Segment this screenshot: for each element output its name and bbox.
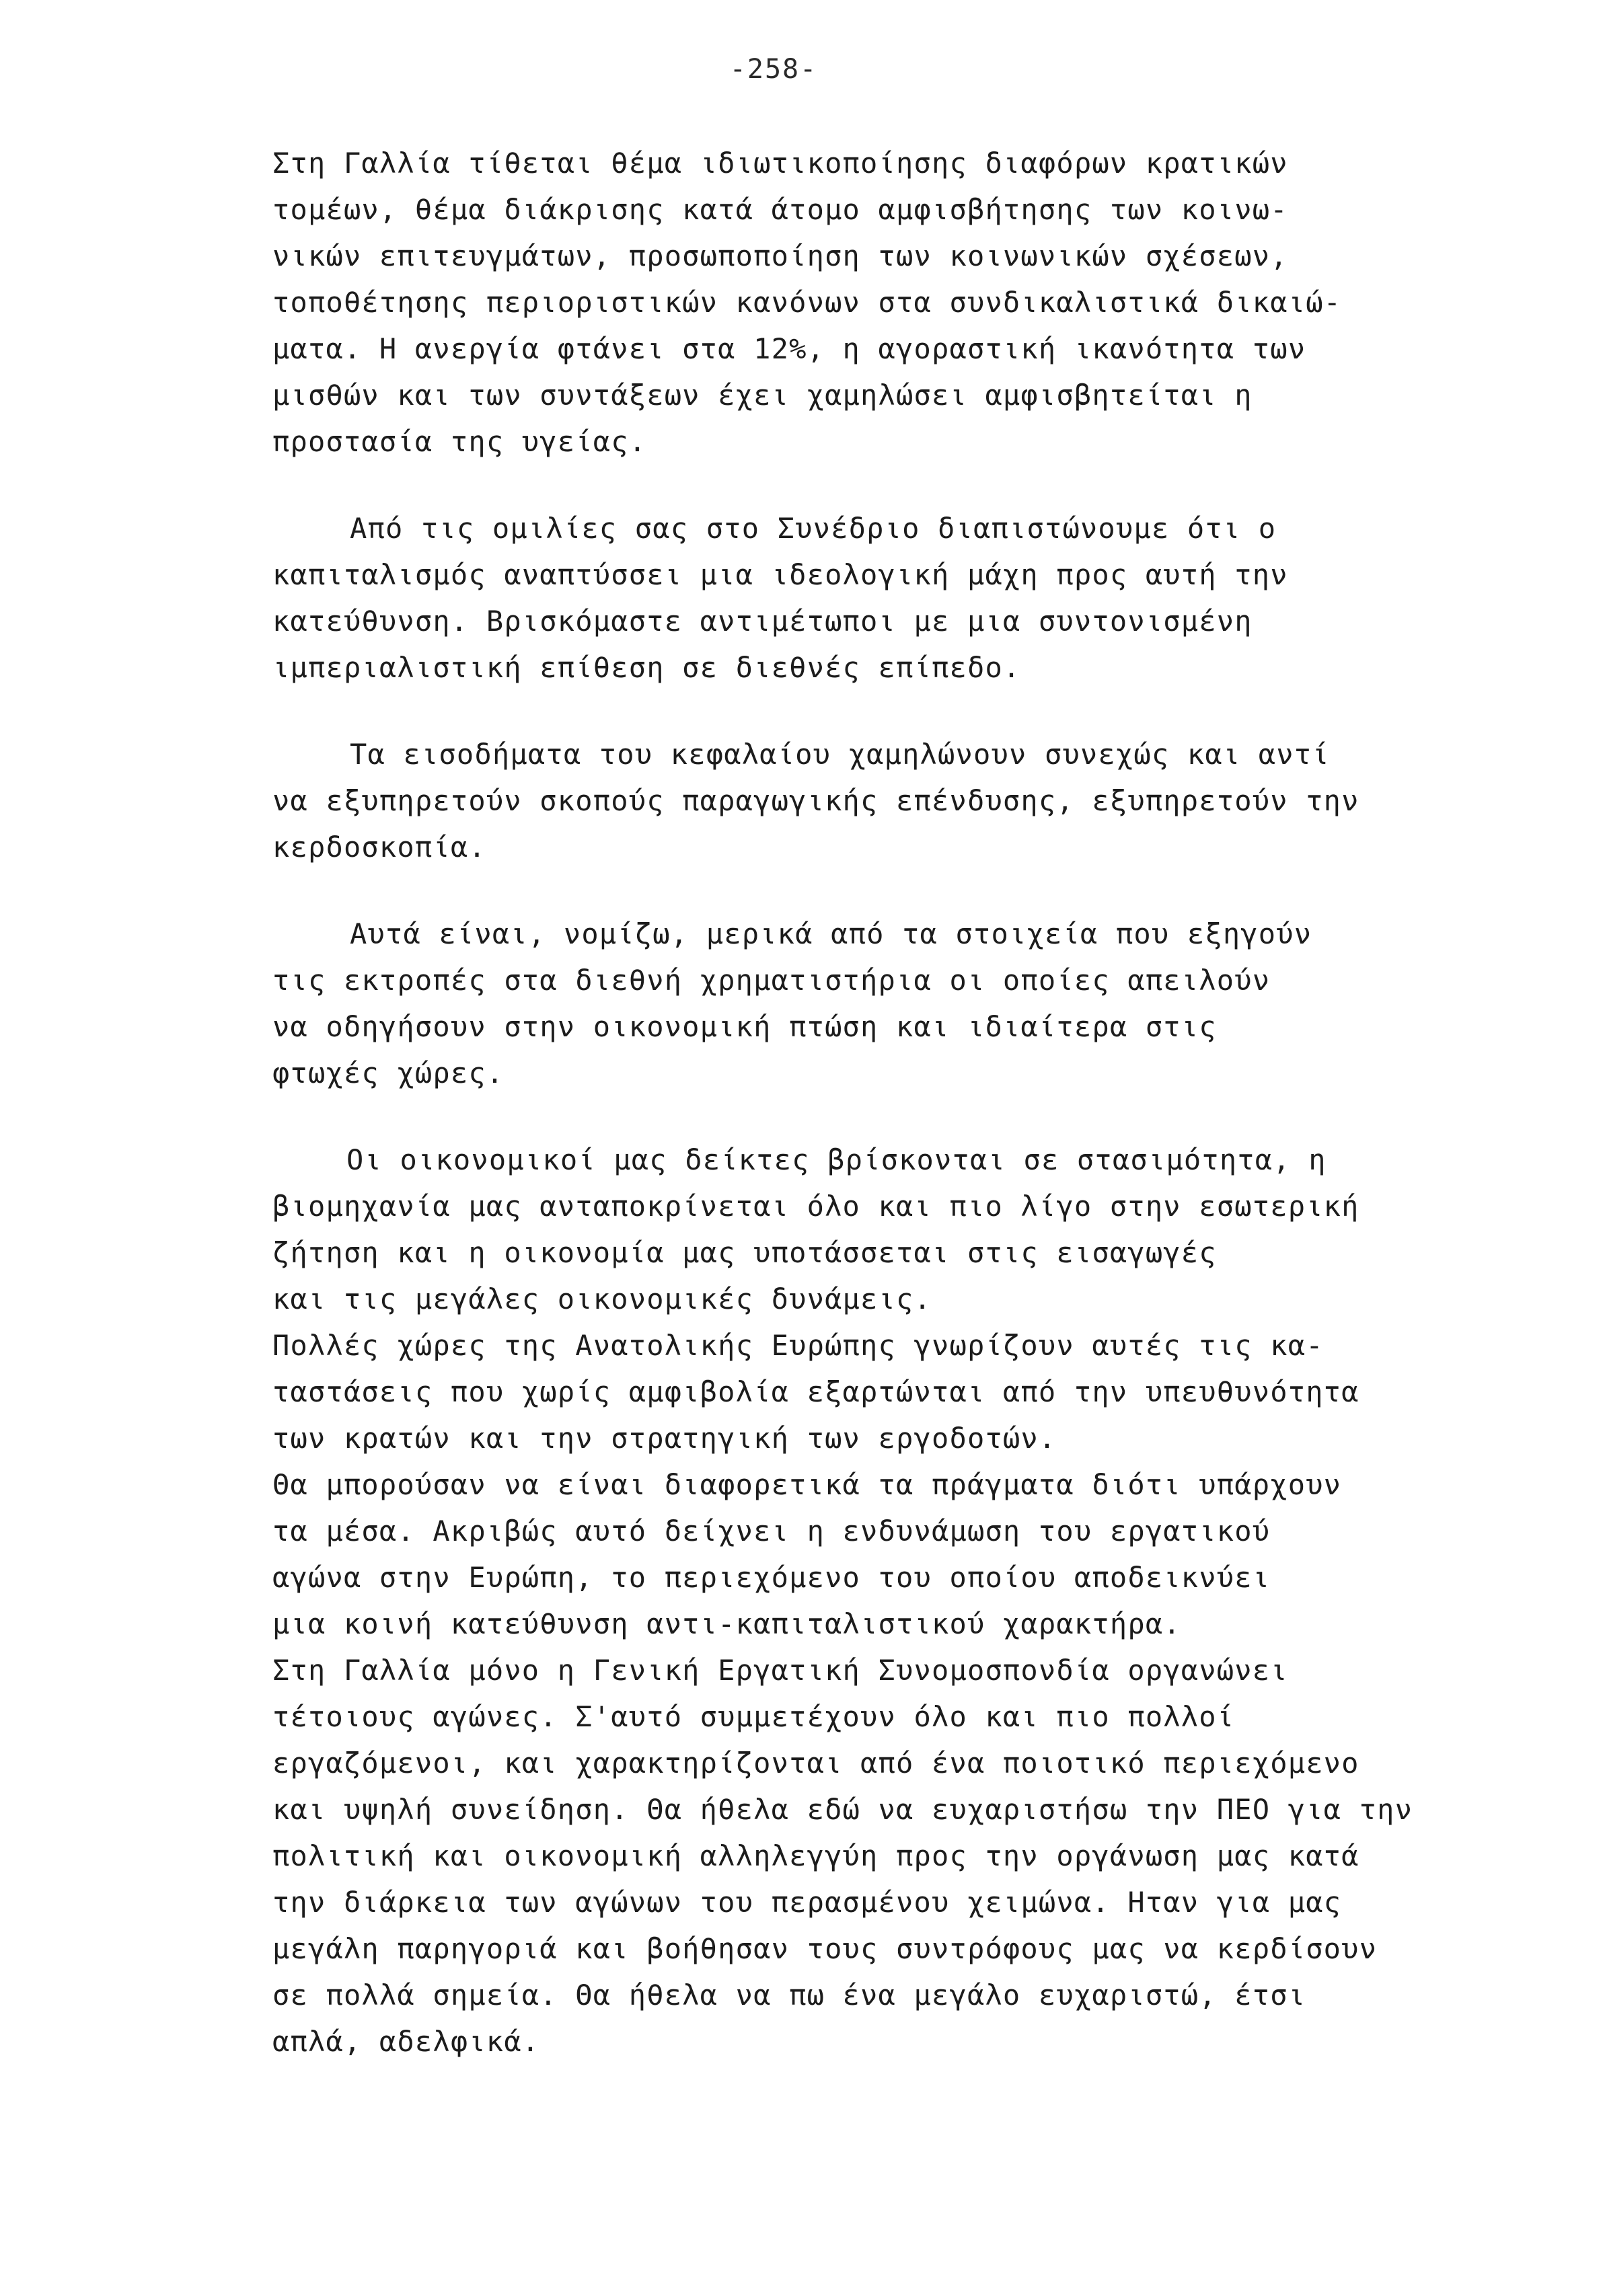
paragraph-3 (272, 731, 1551, 870)
text-line: και τις μεγάλες οικονομικές δυνάμεις. (272, 1283, 932, 1315)
text-line: ταστάσεις που χωρίς αμφιβολία εξαρτώνται από την υπευθυνότητα (272, 1375, 1359, 1408)
page-number: -258- (729, 54, 818, 85)
text-line: απλά, αδελφικά. (272, 2025, 540, 2058)
text-line: και υψηλή συνείδηση. Θα ήθελα εδώ να ευχαριστήσω την ΠΕΟ για την (272, 1793, 1413, 1826)
text-line: τοποθέτησης περιοριστικών κανόνων στα συνδικαλιστικά δικαιώ- (272, 286, 1342, 319)
paragraph-1 (272, 140, 1551, 465)
text-line: μισθών και των συντάξεων έχει χαμηλώσει αμφισβητείται η (272, 379, 1253, 412)
text-line: να εξυπηρετούν σκοπούς παραγωγικής επένδυσης, εξυπηρετούν την (272, 784, 1359, 817)
text-line: να οδηγήσουν στην οικονομική πτώση και ιδιαίτερα στις (272, 1010, 1217, 1043)
text-line: κατεύθυνση. Βρισκόμαστε αντιμέτωποι με μια συντονισμένη (272, 605, 1253, 638)
text-line: Στη Γαλλία μόνο η Γενική Εργατική Συνομοσπονδία οργανώνει (272, 1654, 1288, 1687)
text-line: εργαζόμενοι, και χαρακτηρίζονται από ένα ποιοτικό περιεχόμενο (272, 1747, 1359, 1780)
text-line: φτωχές χώρες. (272, 1057, 505, 1089)
text-line: τέτοιους αγώνες. Σ'αυτό συμμετέχουν όλο και πιο πολλοί (272, 1700, 1235, 1733)
text-line: των κρατών και την στρατηγική των εργοδοτών. (272, 1422, 1057, 1455)
text-line: σε πολλά σημεία. Θα ήθελα να πω ένα μεγάλο ευχαριστώ, έτσι (272, 1979, 1306, 2012)
text-line: τις εκτροπές στα διεθνή χρηματιστήρια οι οποίες απειλούν (272, 964, 1271, 997)
text-line: κερδοσκοπία. (272, 831, 486, 864)
text-line: τομέων, θέμα διάκρισης κατά άτομο αμφισβήτησης των κοινω- (272, 193, 1288, 226)
text-line: μεγάλη παρηγοριά και βοήθησαν τους συντρόφους μας να κερδίσουν (272, 1932, 1378, 1965)
text-line: νικών επιτευγμάτων, προσωποποίηση των κοινωνικών σχέσεων, (272, 239, 1288, 272)
text-line: ζήτηση και η οικονομία μας υποτάσσεται στις εισαγωγές (272, 1236, 1217, 1269)
text-line: μια κοινή κατεύθυνση αντι-καπιταλιστικού χαρακτήρα. (272, 1607, 1181, 1640)
text-line: Στη Γαλλία τίθεται θέμα ιδιωτικοποίησης διαφόρων κρατικών (272, 147, 1288, 180)
text-line: Από τις ομιλίες σας στο Συνέδριο διαπιστώνουμε ότι ο (350, 512, 1277, 545)
text-line: Θα μπορούσαν να είναι διαφορετικά τα πράγματα διότι υπάρχουν (272, 1468, 1342, 1501)
text-line: Αυτά είναι, νομίζω, μερικά από τα στοιχεία που εξηγούν (350, 917, 1312, 950)
text-line: καπιταλισμός αναπτύσσει μια ιδεολογική μάχη προς αυτή την (272, 558, 1288, 591)
paragraph-2 (272, 505, 1551, 691)
text-line: ματα. Η ανεργία φτάνει στα 12%, η αγοραστική ικανότητα των (272, 332, 1306, 365)
text-line: Πολλές χώρες της Ανατολικής Ευρώπης γνωρίζουν αυτές τις κα- (272, 1329, 1324, 1362)
text-line: αγώνα στην Ευρώπη, το περιεχόμενο του οποίου αποδεικνύει (272, 1561, 1271, 1594)
text-line: τα μέσα. Ακριβώς αυτό δείχνει η ενδυνάμωση του εργατικού (272, 1515, 1271, 1547)
text-line: την διάρκεια των αγώνων του περασμένου χειμώνα. Ηταν για μας (272, 1886, 1342, 1919)
paragraph-4 (272, 911, 1551, 1096)
paragraph-5 (272, 1137, 1551, 2065)
text-line: προστασία της υγείας. (272, 425, 647, 458)
text-line: Τα εισοδήματα του κεφαλαίου χαμηλώνουν συνεχώς και αντί (350, 738, 1330, 771)
document-body (272, 140, 1551, 2065)
text-line: πολιτική και οικονομική αλληλεγγύη προς την οργάνωση μας κατά (272, 1839, 1359, 1872)
text-line: ιμπεριαλιστική επίθεση σε διεθνές επίπεδο. (272, 651, 1021, 684)
text-line: βιομηχανία μας ανταποκρίνεται όλο και πιο λίγο στην εσωτερική (272, 1190, 1359, 1223)
text-line: Οι οικονομικοί μας δείκτες βρίσκονται σε στασιμότητα, η (346, 1143, 1327, 1176)
